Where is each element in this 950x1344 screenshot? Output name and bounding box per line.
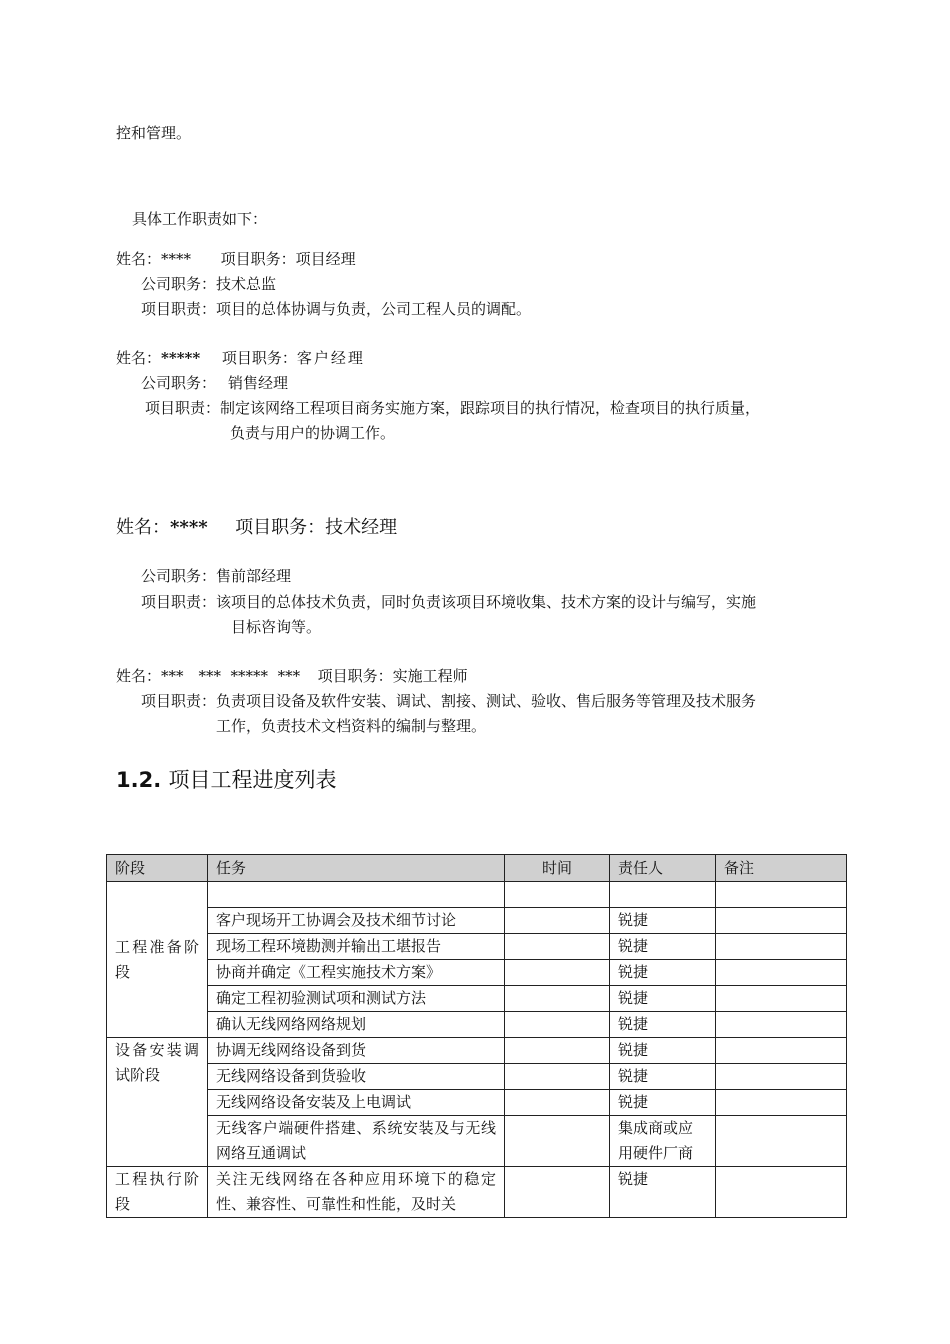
task-cell: 无线网络设备安装及上电调试 [208, 1090, 505, 1116]
role-label: 项目职务： [221, 349, 297, 367]
staff-role: 客户经理 [296, 349, 365, 367]
staff-name-line [116, 515, 397, 541]
note-cell [716, 1038, 847, 1064]
table-row [107, 1038, 847, 1064]
company-label: 公司职务： [141, 275, 217, 293]
table-row [107, 1116, 847, 1167]
name-label: 姓名： [116, 349, 162, 367]
staff-name: ***** [161, 349, 201, 367]
company-role: 售前部经理 [216, 567, 292, 585]
header-phase: 阶段 [107, 855, 208, 882]
task-cell: 客户现场开工协调会及技术细节讨论 [208, 908, 505, 934]
duty-text: 制定该网络工程项目商务实施方案，跟踪项目的执行情况，检查项目的执行质量， [220, 399, 761, 417]
continuation-text: 控和管理。 [116, 124, 192, 142]
time-cell [505, 986, 610, 1012]
duty-text: 项目的总体协调与负责，公司工程人员的调配。 [216, 300, 532, 318]
phase-label: 工程执行阶段 [115, 1170, 199, 1213]
note-cell [716, 934, 847, 960]
time-cell [505, 1038, 610, 1064]
phase-label: 设备安装调试阶段 [115, 1041, 199, 1084]
note-cell [716, 1167, 847, 1218]
duty-text: 负责项目设备及软件安装、调试、割接、测试、验收、售后服务等管理及技术服务 [216, 692, 757, 710]
staff-name-line [116, 247, 356, 272]
note-cell [716, 960, 847, 986]
schedule-table [106, 854, 847, 1218]
phase-label: 工程准备阶段 [115, 937, 199, 981]
task-cell: 无线网络设备到货验收 [208, 1064, 505, 1090]
task-cell [208, 1167, 505, 1218]
owner-cell: 锐捷 [610, 960, 716, 986]
time-cell [505, 934, 610, 960]
owner-cell: 锐捷 [610, 1167, 716, 1218]
note-cell [716, 908, 847, 934]
duty-line [145, 396, 760, 421]
duty-label: 项目职责： [141, 692, 217, 710]
time-cell [505, 1064, 610, 1090]
owner-cell: 锐捷 [610, 1038, 716, 1064]
task-cell: 现场工程环境勘测并输出工堪报告 [208, 934, 505, 960]
duty-line [141, 297, 531, 322]
time-cell [505, 1012, 610, 1038]
table-row [107, 1012, 847, 1038]
task-text: 关注无线网络在各种应用环境下的稳定性、兼容性、可靠性和性能，及时关 [216, 1170, 496, 1213]
duty-text: 该项目的总体技术负责，同时负责该项目环境收集、技术方案的设计与编写，实施 [216, 593, 757, 611]
company-label: 公司职务： [141, 374, 217, 392]
note-cell [716, 882, 847, 908]
phase-cell [107, 882, 208, 1038]
company-role-line [141, 272, 276, 297]
duty-heading: 具体工作职责如下： [132, 210, 268, 228]
role-label: 项目职务： [317, 667, 393, 685]
section-heading [116, 765, 337, 795]
time-cell [505, 882, 610, 908]
owner-cell: 锐捷 [610, 1064, 716, 1090]
header-task: 任务 [208, 855, 505, 882]
name-label: 姓名： [116, 667, 162, 685]
owner-cell: 集成商或应用硬件厂商 [610, 1116, 716, 1167]
header-note: 备注 [716, 855, 847, 882]
owner-cell [610, 882, 716, 908]
table-row [107, 934, 847, 960]
company-role-line [141, 371, 288, 396]
task-cell: 确认无线网络网络规划 [208, 1012, 505, 1038]
header-time: 时间 [505, 855, 610, 882]
note-cell [716, 1012, 847, 1038]
company-label: 公司职务： [141, 567, 217, 585]
name-label: 姓名： [116, 517, 170, 538]
table-row [107, 960, 847, 986]
time-cell [505, 1116, 610, 1167]
task-cell: 协商并确定《工程实施技术方案》 [208, 960, 505, 986]
note-cell [716, 1064, 847, 1090]
table-row [107, 908, 847, 934]
duty-text-continued: 负责与用户的协调工作。 [230, 424, 396, 442]
company-role: 技术总监 [216, 275, 277, 293]
note-cell [716, 1116, 847, 1167]
table-header-row [107, 855, 847, 882]
header-owner: 责任人 [610, 855, 716, 882]
phase-cell [107, 1167, 208, 1218]
phase-cell [107, 1038, 208, 1167]
owner-cell: 锐捷 [610, 986, 716, 1012]
note-cell [716, 986, 847, 1012]
staff-role: 技术经理 [325, 517, 398, 538]
time-cell [505, 1090, 610, 1116]
staff-name: **** [170, 517, 208, 538]
name-label: 姓名： [116, 250, 162, 268]
section-title: 项目工程进度列表 [168, 768, 337, 792]
duty-text-continued: 目标咨询等。 [231, 618, 322, 636]
staff-name: **** [161, 250, 192, 268]
note-cell [716, 1090, 847, 1116]
duty-line [141, 590, 756, 615]
owner-cell: 锐捷 [610, 908, 716, 934]
task-cell: 无线客户端硬件搭建、系统安装及与无线网络互通调试 [208, 1116, 505, 1167]
duty-line [141, 689, 756, 714]
task-cell [208, 882, 505, 908]
task-cell: 确定工程初验测试项和测试方法 [208, 986, 505, 1012]
role-label: 项目职务： [220, 250, 296, 268]
time-cell [505, 960, 610, 986]
table-row [107, 1167, 847, 1218]
time-cell [505, 908, 610, 934]
owner-cell: 锐捷 [610, 1012, 716, 1038]
owner-cell: 锐捷 [610, 1090, 716, 1116]
staff-role: 项目经理 [295, 250, 356, 268]
owner-cell: 锐捷 [610, 934, 716, 960]
company-role: 销售经理 [228, 374, 289, 392]
duty-label: 项目职责： [145, 399, 221, 417]
company-role-line [141, 564, 291, 589]
table-row [107, 1064, 847, 1090]
task-cell: 协调无线网络设备到货 [208, 1038, 505, 1064]
section-number: 1.2. [116, 768, 162, 792]
duty-label: 项目职责： [141, 300, 217, 318]
table-row [107, 1090, 847, 1116]
duty-text-continued: 工作，负责技术文档资料的编制与整理。 [216, 717, 487, 735]
table-row [107, 986, 847, 1012]
role-label: 项目职务： [235, 517, 326, 538]
staff-name-line [116, 664, 468, 689]
staff-name-line [116, 346, 365, 371]
duty-label: 项目职责： [141, 593, 217, 611]
staff-role: 实施工程师 [392, 667, 468, 685]
time-cell [505, 1167, 610, 1218]
table-row [107, 882, 847, 908]
staff-name: *** *** ***** *** [161, 667, 301, 685]
